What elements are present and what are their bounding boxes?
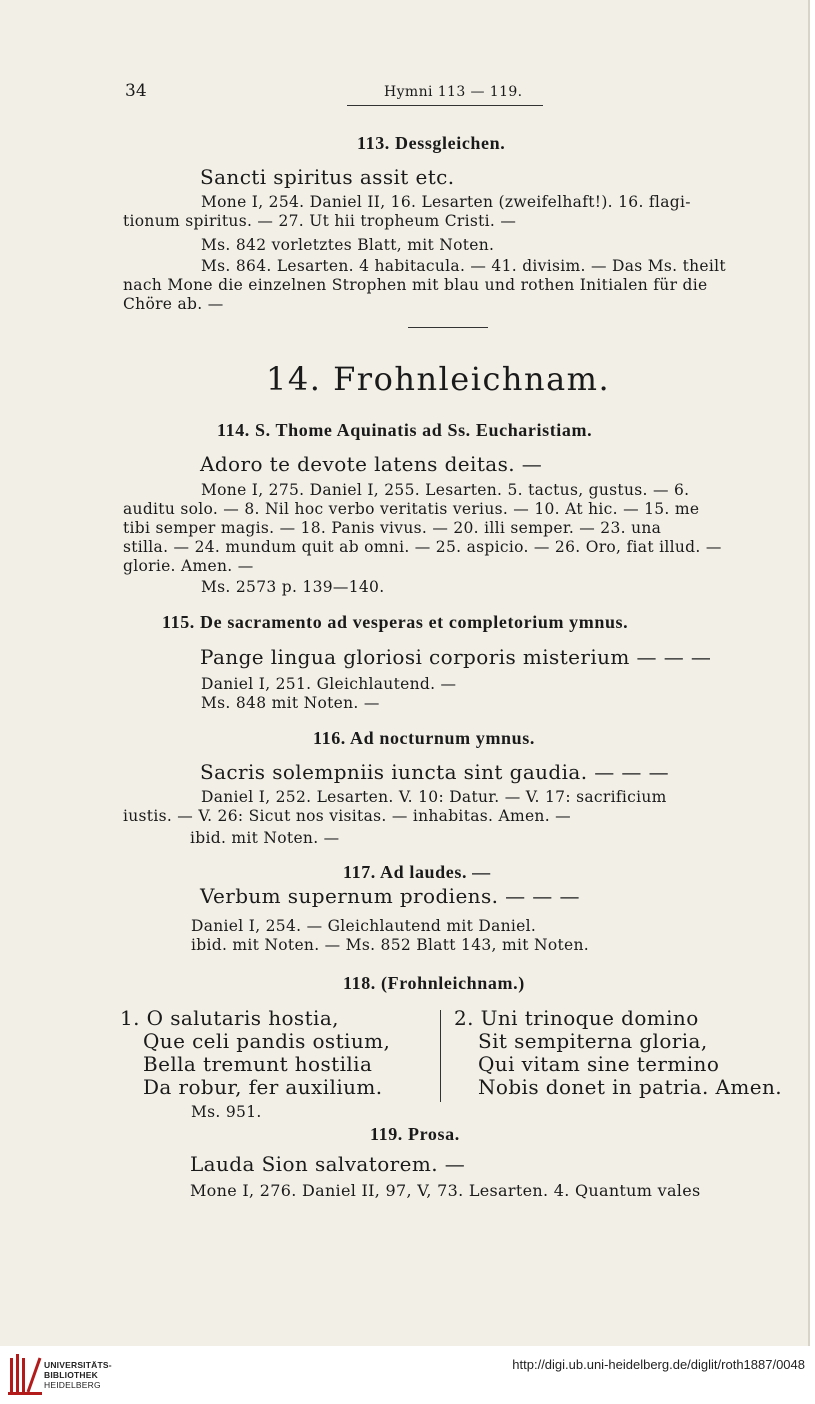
logo-line: BIBLIOTHEK bbox=[44, 1370, 98, 1380]
hymn-115-line: Daniel I, 251. Gleichlautend. — bbox=[201, 675, 457, 693]
hymn-113-title: Dessgleichen. bbox=[395, 133, 506, 153]
verse-right-line: Qui vitam sine termino bbox=[478, 1052, 720, 1076]
hymn-115-line: Ms. 848 mit Noten. — bbox=[201, 694, 380, 712]
hymn-119-incipit: Lauda Sion salvatorem. — bbox=[190, 1152, 466, 1176]
hymn-114-line: stilla. — 24. mundum quit ab omni. — 25. aspicio. — 26. Oro, fiat illud. — bbox=[123, 538, 722, 556]
header-rule bbox=[347, 105, 543, 106]
hymn-117-heading bbox=[343, 862, 491, 883]
hymn-118-source: Ms. 951. bbox=[191, 1103, 262, 1121]
library-logo-icon bbox=[8, 1352, 42, 1398]
section-title: 14. Frohnleichnam. bbox=[266, 360, 611, 398]
hymn-118-title: (Frohnleichnam.) bbox=[381, 973, 525, 993]
page-number: 34 bbox=[125, 81, 147, 101]
verse-left-line: Da robur, fer auxilium. bbox=[143, 1075, 383, 1099]
hymn-116-heading bbox=[313, 728, 535, 749]
hymn-113-incipit: Sancti spiritus assit etc. bbox=[200, 165, 455, 189]
verse-left-line: Bella tremunt hostilia bbox=[143, 1052, 373, 1076]
hymn-113-line: Ms. 864. Lesarten. 4 habitacula. — 41. divisim. — Das Ms. theilt bbox=[201, 257, 726, 275]
hymn-114-number: 114. bbox=[217, 420, 250, 440]
hymn-113-line: Mone I, 254. Daniel II, 16. Lesarten (zweifelhaft!). 16. flagi- bbox=[201, 193, 691, 211]
logo-line: UNIVERSITÄTS- bbox=[44, 1360, 112, 1370]
hymn-115-title: De sacramento ad vesperas et completorium ymnus. bbox=[200, 612, 629, 632]
hymn-114-line: Mone I, 275. Daniel I, 255. Lesarten. 5. tactus, gustus. — 6. bbox=[201, 481, 690, 499]
verse-right-line: Nobis donet in patria. Amen. bbox=[478, 1075, 782, 1099]
hymn-118-heading bbox=[343, 973, 525, 994]
hymn-114-title: S. Thome Aquinatis ad Ss. Eucharistiam. bbox=[255, 420, 593, 440]
section-divider bbox=[408, 327, 488, 328]
verse-right-line: 2. Uni trinoque domino bbox=[454, 1006, 699, 1030]
logo-line: HEIDELBERG bbox=[44, 1380, 101, 1390]
hymn-116-title: Ad nocturnum ymnus. bbox=[350, 728, 535, 748]
hymn-113-number: 113. bbox=[357, 133, 390, 153]
hymn-117-title: Ad laudes. — bbox=[380, 862, 491, 882]
hymn-114-line: glorie. Amen. — bbox=[123, 557, 254, 575]
hymn-114-line: auditu solo. — 8. Nil hoc verbo veritatis verius. — 10. At hic. — 15. me bbox=[123, 500, 700, 518]
verse-column-divider bbox=[440, 1010, 441, 1102]
hymn-117-line: ibid. mit Noten. — Ms. 852 Blatt 143, mit Noten. bbox=[191, 936, 590, 954]
hymn-117-incipit: Verbum supernum prodiens. — — — bbox=[200, 884, 580, 908]
hymn-116-line: ibid. mit Noten. — bbox=[190, 829, 340, 847]
hymn-117-number: 117. bbox=[343, 862, 376, 882]
hymn-116-number: 116. bbox=[313, 728, 346, 748]
verse-left-line: Que celi pandis ostium, bbox=[143, 1029, 391, 1053]
verse-right-line: Sit sempiterna gloria, bbox=[478, 1029, 708, 1053]
permalink-url[interactable]: http://digi.ub.uni-heidelberg.de/diglit/roth1887/0048 bbox=[512, 1357, 805, 1372]
viewer-footer bbox=[0, 1346, 815, 1404]
hymn-115-incipit: Pange lingua gloriosi corporis misterium — — — bbox=[200, 645, 712, 669]
hymn-113-line: Ms. 842 vorletztes Blatt, mit Noten. bbox=[201, 236, 495, 254]
hymn-119-line: Mone I, 276. Daniel II, 97, V, 73. Lesarten. 4. Quantum vales bbox=[190, 1181, 701, 1200]
hymn-119-title: Prosa. bbox=[408, 1124, 460, 1144]
hymn-117-line: Daniel I, 254. — Gleichlautend mit Daniel. bbox=[191, 917, 537, 935]
hymn-113-line: tionum spiritus. — 27. Ut hii tropheum Cristi. — bbox=[123, 212, 517, 230]
hymn-113-heading bbox=[357, 133, 505, 154]
hymn-118-number: 118. bbox=[343, 973, 376, 993]
hymn-114-line: tibi semper magis. — 18. Panis vivus. — 20. illi semper. — 23. una bbox=[123, 519, 662, 537]
hymn-114-incipit: Adoro te devote latens deitas. — bbox=[200, 452, 543, 476]
hymn-114-heading bbox=[217, 420, 592, 441]
hymn-119-number: 119. bbox=[370, 1124, 403, 1144]
hymn-115-heading bbox=[162, 612, 628, 633]
hymn-114-line: Ms. 2573 p. 139—140. bbox=[201, 578, 385, 596]
hymn-113-line: nach Mone die einzelnen Strophen mit blau und rothen Initialen für die bbox=[123, 276, 708, 294]
hymn-113-line: Chöre ab. — bbox=[123, 295, 224, 313]
running-title: Hymni 113 — 119. bbox=[384, 84, 523, 100]
hymn-116-incipit: Sacris solempniis iuncta sint gaudia. — — — bbox=[200, 760, 669, 784]
verse-left-line: 1. O salutaris hostia, bbox=[120, 1006, 339, 1030]
hymn-115-number: 115. bbox=[162, 612, 195, 632]
hymn-119-heading bbox=[370, 1124, 460, 1145]
hymn-116-line: Daniel I, 252. Lesarten. V. 10: Datur. — V. 17: sacrificium bbox=[201, 788, 667, 806]
hymn-116-line: iustis. — V. 26: Sicut nos visitas. — inhabitas. Amen. — bbox=[123, 807, 571, 825]
